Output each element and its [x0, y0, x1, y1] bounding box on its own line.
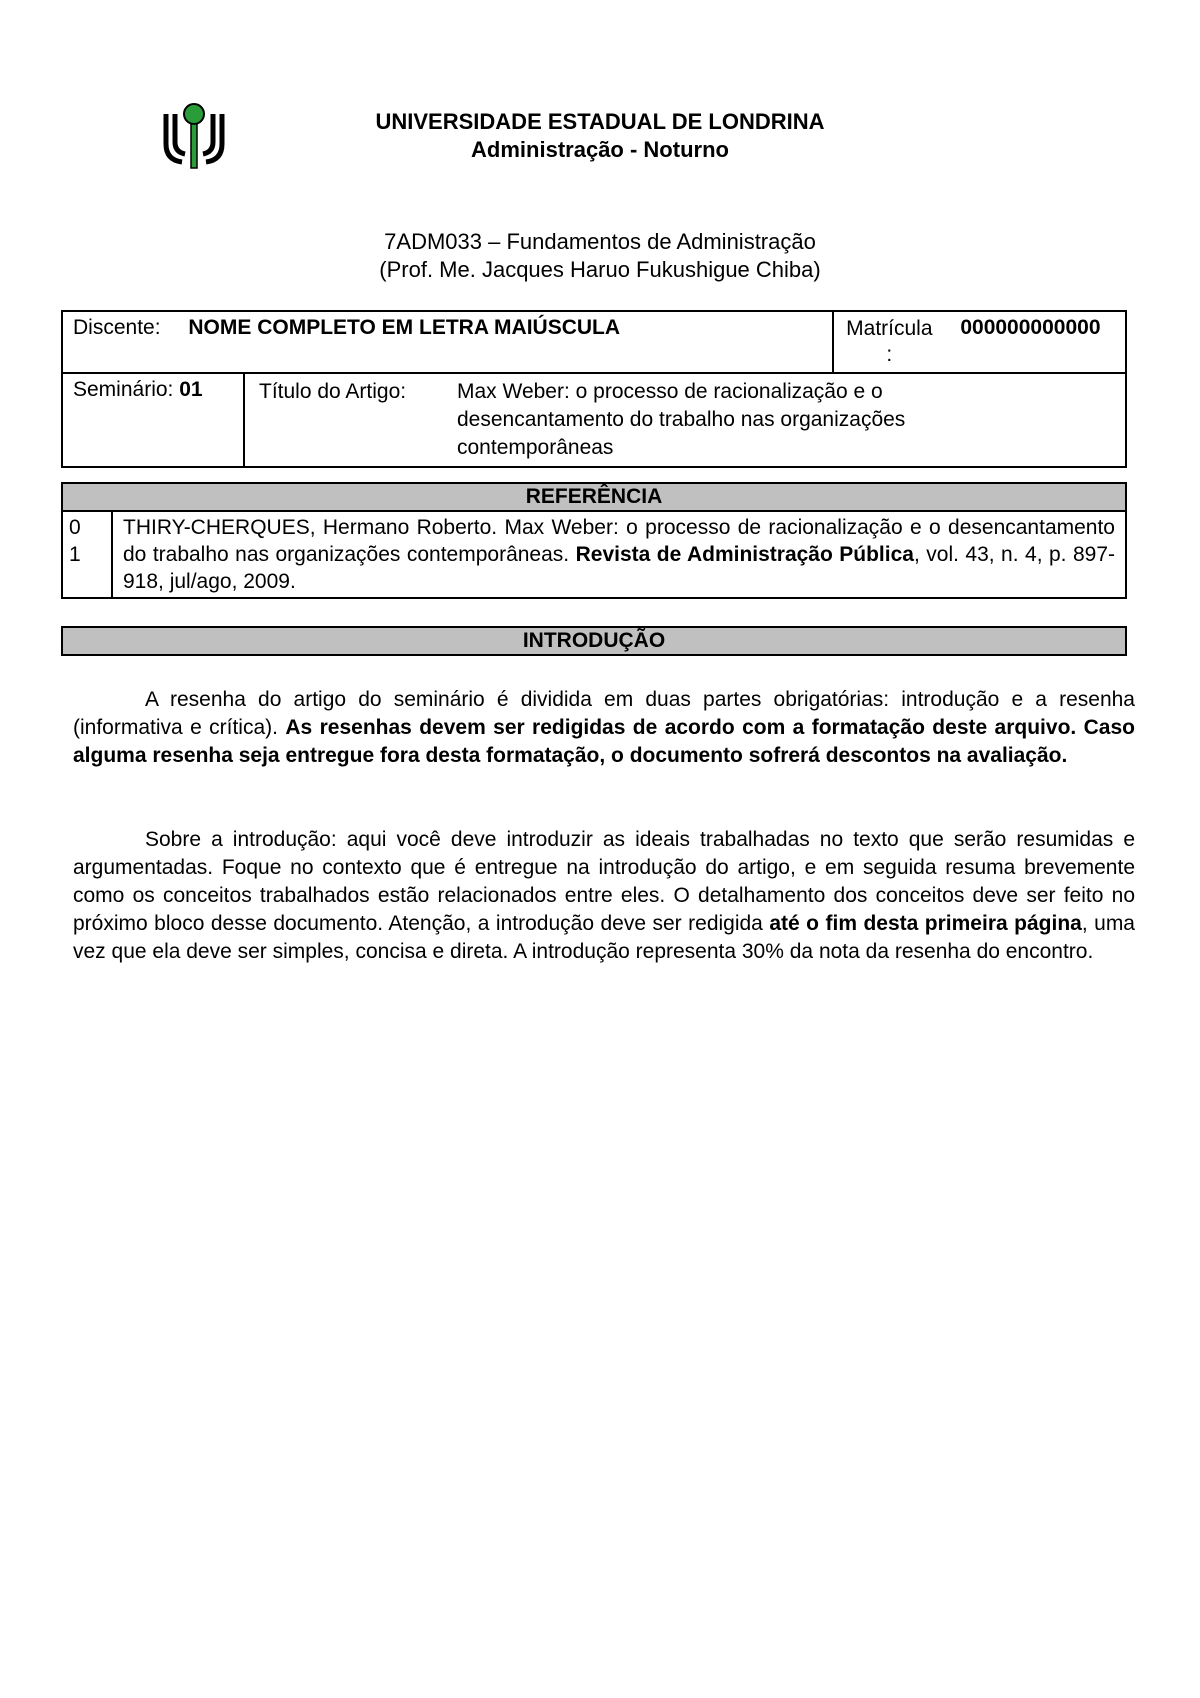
reference-number-digit2: 1: [69, 543, 81, 566]
registration-cell: [833, 311, 1126, 373]
introduction-heading: INTRODUÇÃO: [61, 626, 1127, 656]
paragraph-1-bold: As resenhas devem ser redigidas de acordo com a formatação deste arquivo. Caso alguma resenha seja entregue fora desta formatação, o documento sofrerá descontos na avaliação.: [73, 716, 1135, 767]
article-title-cell: [244, 373, 1126, 467]
professor-name: (Prof. Me. Jacques Haruo Fukushigue Chiba): [379, 257, 821, 282]
registration-number: 000000000000: [960, 316, 1101, 339]
paragraph-2-text-end: , uma vez que ela deve ser simples, concisa e direta. A introdução representa 30% da nota da resenha do encontro.: [73, 912, 1135, 963]
paragraph-2-bold: até o fim desta primeira página: [769, 912, 1082, 935]
seminar-number: 01: [179, 378, 203, 401]
seminar-label: Seminário:: [73, 378, 174, 401]
citation-journal: Revista de Administração Pública: [575, 543, 914, 566]
reference-number-digit1: 0: [69, 516, 81, 539]
reference-table: [61, 482, 1127, 599]
student-info-table: [61, 310, 1127, 468]
program-name: Administração - Noturno: [471, 137, 729, 162]
citation-text: THIRY-CHERQUES, Hermano Roberto. Max Weber: o processo de racionalização e o desencantamento do trabalho nas organizações contemporâneas.: [123, 516, 1115, 566]
registration-colon: :: [886, 343, 893, 366]
introduction-paragraph-2: [73, 826, 1135, 966]
seminar-cell: [62, 373, 244, 467]
reference-citation: [112, 511, 1126, 598]
student-cell: [62, 311, 833, 373]
student-name: NOME COMPLETO EM LETRA MAIÚSCULA: [188, 316, 621, 339]
paragraph-2-text: Sobre a introdução: aqui você deve introduzir as ideais trabalhadas no texto que serão resumidas e argumentadas. Foque no contexto que é entregue na introdução do artigo, e em seguida resuma brevemente como os conceitos trabalhados estão relacionados entre eles. O detalhamento dos conceitos deve ser feito no próximo bloco desse documento. Atenção, a introdução deve ser redigida: [73, 828, 1135, 935]
registration-label: Matrícula: [846, 317, 933, 340]
introduction-paragraph-1: [73, 686, 1135, 770]
citation-details: , vol. 43, n. 4, p. 897-918, jul/ago, 2009.: [123, 543, 1115, 593]
university-name: UNIVERSIDADE ESTADUAL DE LONDRINA: [375, 109, 825, 134]
paragraph-1-text: A resenha do artigo do seminário é dividida em duas partes obrigatórias: introdução e a resenha (informativa e crítica).: [73, 688, 1135, 739]
reference-heading: REFERÊNCIA: [62, 483, 1126, 511]
article-title-label: Título do Artigo:: [259, 380, 407, 403]
course-title: 7ADM033 – Fundamentos de Administração: [384, 229, 816, 254]
article-title: Max Weber: o processo de racionalização e o desencantamento do trabalho nas organizações contemporâneas: [457, 380, 906, 459]
student-label: Discente:: [73, 316, 161, 339]
reference-number: [62, 511, 112, 598]
